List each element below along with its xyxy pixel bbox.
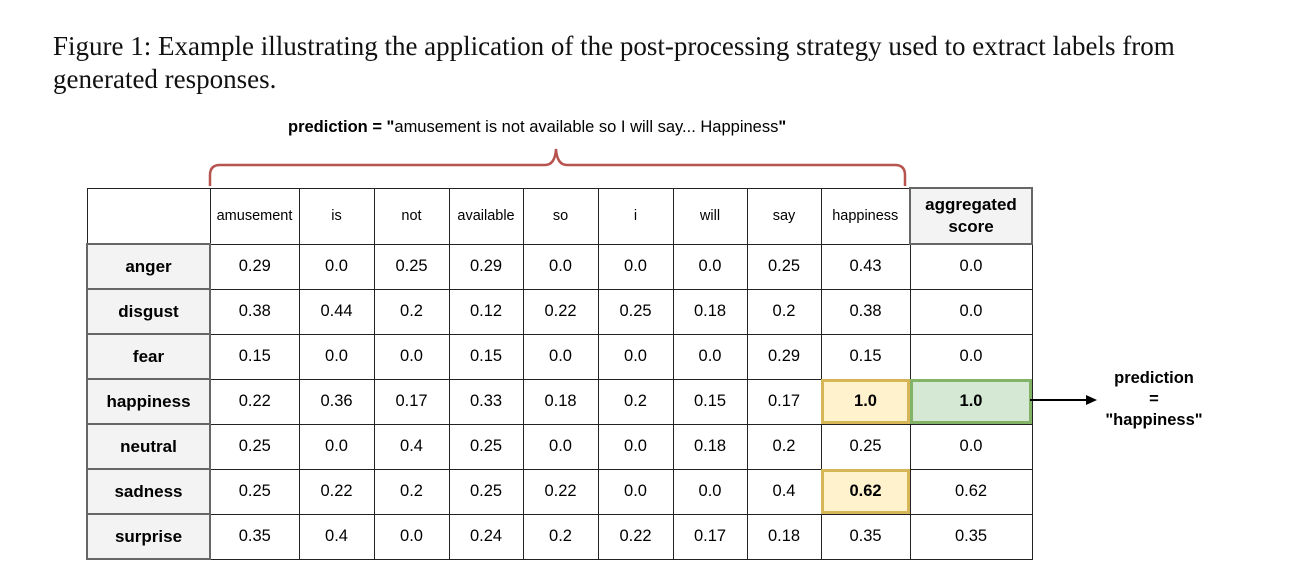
score-cell: 0.0 [598,424,673,469]
table-row [87,334,1032,379]
prediction-suffix: " [778,118,787,136]
score-cell: 0.18 [523,379,598,424]
brace-path [210,149,905,186]
table-row [87,289,1032,334]
score-cell: 0.22 [210,379,299,424]
score-cell: 0.25 [374,244,449,289]
score-cell: 0.22 [523,289,598,334]
table-row [87,379,1032,424]
score-cell: 0.4 [374,424,449,469]
score-cell: 0.38 [210,289,299,334]
curly-brace [205,145,915,189]
aggregated-score-header [910,188,1032,244]
score-cell: 0.25 [821,424,910,469]
column-header: is [299,188,374,244]
score-cell: 0.15 [210,334,299,379]
score-cell: 0.17 [374,379,449,424]
aggregated-header-line2: score [948,217,994,236]
column-header: available [449,188,523,244]
score-cell: 0.25 [449,424,523,469]
score-cell: 0.0 [598,469,673,514]
table-row [87,244,1032,289]
score-cell: 0.29 [747,334,821,379]
score-cell: 0.18 [747,514,821,559]
score-cell: 0.0 [299,334,374,379]
row-label: surprise [87,514,210,559]
score-cell: 0.25 [598,289,673,334]
score-cell: 0.0 [374,514,449,559]
score-cell: 0.12 [449,289,523,334]
score-cell: 0.44 [299,289,374,334]
final-prediction [1090,368,1218,431]
final-prediction-line1: prediction [1114,369,1194,387]
figure-caption: Figure 1: Example illustrating the application of the post-processing strategy used to extract labels from generated responses. [53,31,1175,94]
score-cell: 0.0 [598,334,673,379]
aggregated-header-line1: aggregated [925,195,1017,214]
column-header: amusement [210,188,299,244]
score-cell: 0.15 [449,334,523,379]
prediction-text: amusement is not available so I will say... Happiness [394,118,779,136]
prediction-string [288,118,786,137]
score-cell: 0.0 [523,244,598,289]
score-cell: 0.15 [673,379,747,424]
row-label: fear [87,334,210,379]
row-label: happiness [87,379,210,424]
score-cell: 0.22 [598,514,673,559]
row-label: anger [87,244,210,289]
column-header: will [673,188,747,244]
score-cell: 0.29 [210,244,299,289]
score-cell: 0.2 [598,379,673,424]
row-label: neutral [87,424,210,469]
final-prediction-line2: = [1149,390,1159,408]
aggregated-score-cell: 0.0 [910,424,1032,469]
score-cell: 0.0 [523,334,598,379]
score-cell: 0.33 [449,379,523,424]
final-prediction-line3: "happiness" [1105,411,1203,429]
score-cell: 0.18 [673,424,747,469]
column-header: happiness [821,188,910,244]
score-cell: 0.2 [523,514,598,559]
score-cell: 0.35 [821,514,910,559]
column-header: not [374,188,449,244]
score-cell: 0.0 [598,244,673,289]
score-cell: 0.0 [299,244,374,289]
score-cell: 0.2 [747,424,821,469]
score-cell: 0.24 [449,514,523,559]
score-table [86,187,1033,560]
row-label: sadness [87,469,210,514]
score-cell: 0.17 [673,514,747,559]
column-header: i [598,188,673,244]
score-cell: 0.4 [299,514,374,559]
score-cell: 0.15 [821,334,910,379]
score-cell: 0.2 [747,289,821,334]
score-cell: 0.17 [747,379,821,424]
table-row [87,514,1032,559]
score-cell: 0.25 [210,469,299,514]
aggregated-score-cell: 0.0 [910,289,1032,334]
score-cell: 0.25 [449,469,523,514]
score-cell: 0.38 [821,289,910,334]
score-cell: 0.0 [673,334,747,379]
score-cell: 0.36 [299,379,374,424]
score-cell: 0.29 [449,244,523,289]
score-cell: 0.43 [821,244,910,289]
score-cell: 0.0 [673,244,747,289]
score-cell: 0.22 [299,469,374,514]
aggregated-score-cell: 0.62 [910,469,1032,514]
empty-corner-cell [87,188,210,244]
score-cell: 0.0 [374,334,449,379]
highlighted-score-cell: 0.62 [821,469,910,514]
score-cell: 0.0 [673,469,747,514]
column-header: so [523,188,598,244]
score-cell: 0.0 [299,424,374,469]
score-cell: 0.4 [747,469,821,514]
prediction-prefix: prediction = " [288,118,395,136]
score-cell: 0.2 [374,289,449,334]
table-row [87,469,1032,514]
highlighted-score-cell: 1.0 [821,379,910,424]
score-cell: 0.0 [523,424,598,469]
aggregated-score-cell: 0.0 [910,244,1032,289]
score-cell: 0.18 [673,289,747,334]
table-row [87,424,1032,469]
aggregated-score-cell: 1.0 [910,379,1032,424]
aggregated-score-cell: 0.35 [910,514,1032,559]
score-cell: 0.22 [523,469,598,514]
column-header: say [747,188,821,244]
table-body [87,244,1032,559]
header-row [87,188,1032,244]
aggregated-score-cell: 0.0 [910,334,1032,379]
score-cell: 0.35 [210,514,299,559]
score-cell: 0.2 [374,469,449,514]
score-cell: 0.25 [210,424,299,469]
row-label: disgust [87,289,210,334]
score-cell: 0.25 [747,244,821,289]
